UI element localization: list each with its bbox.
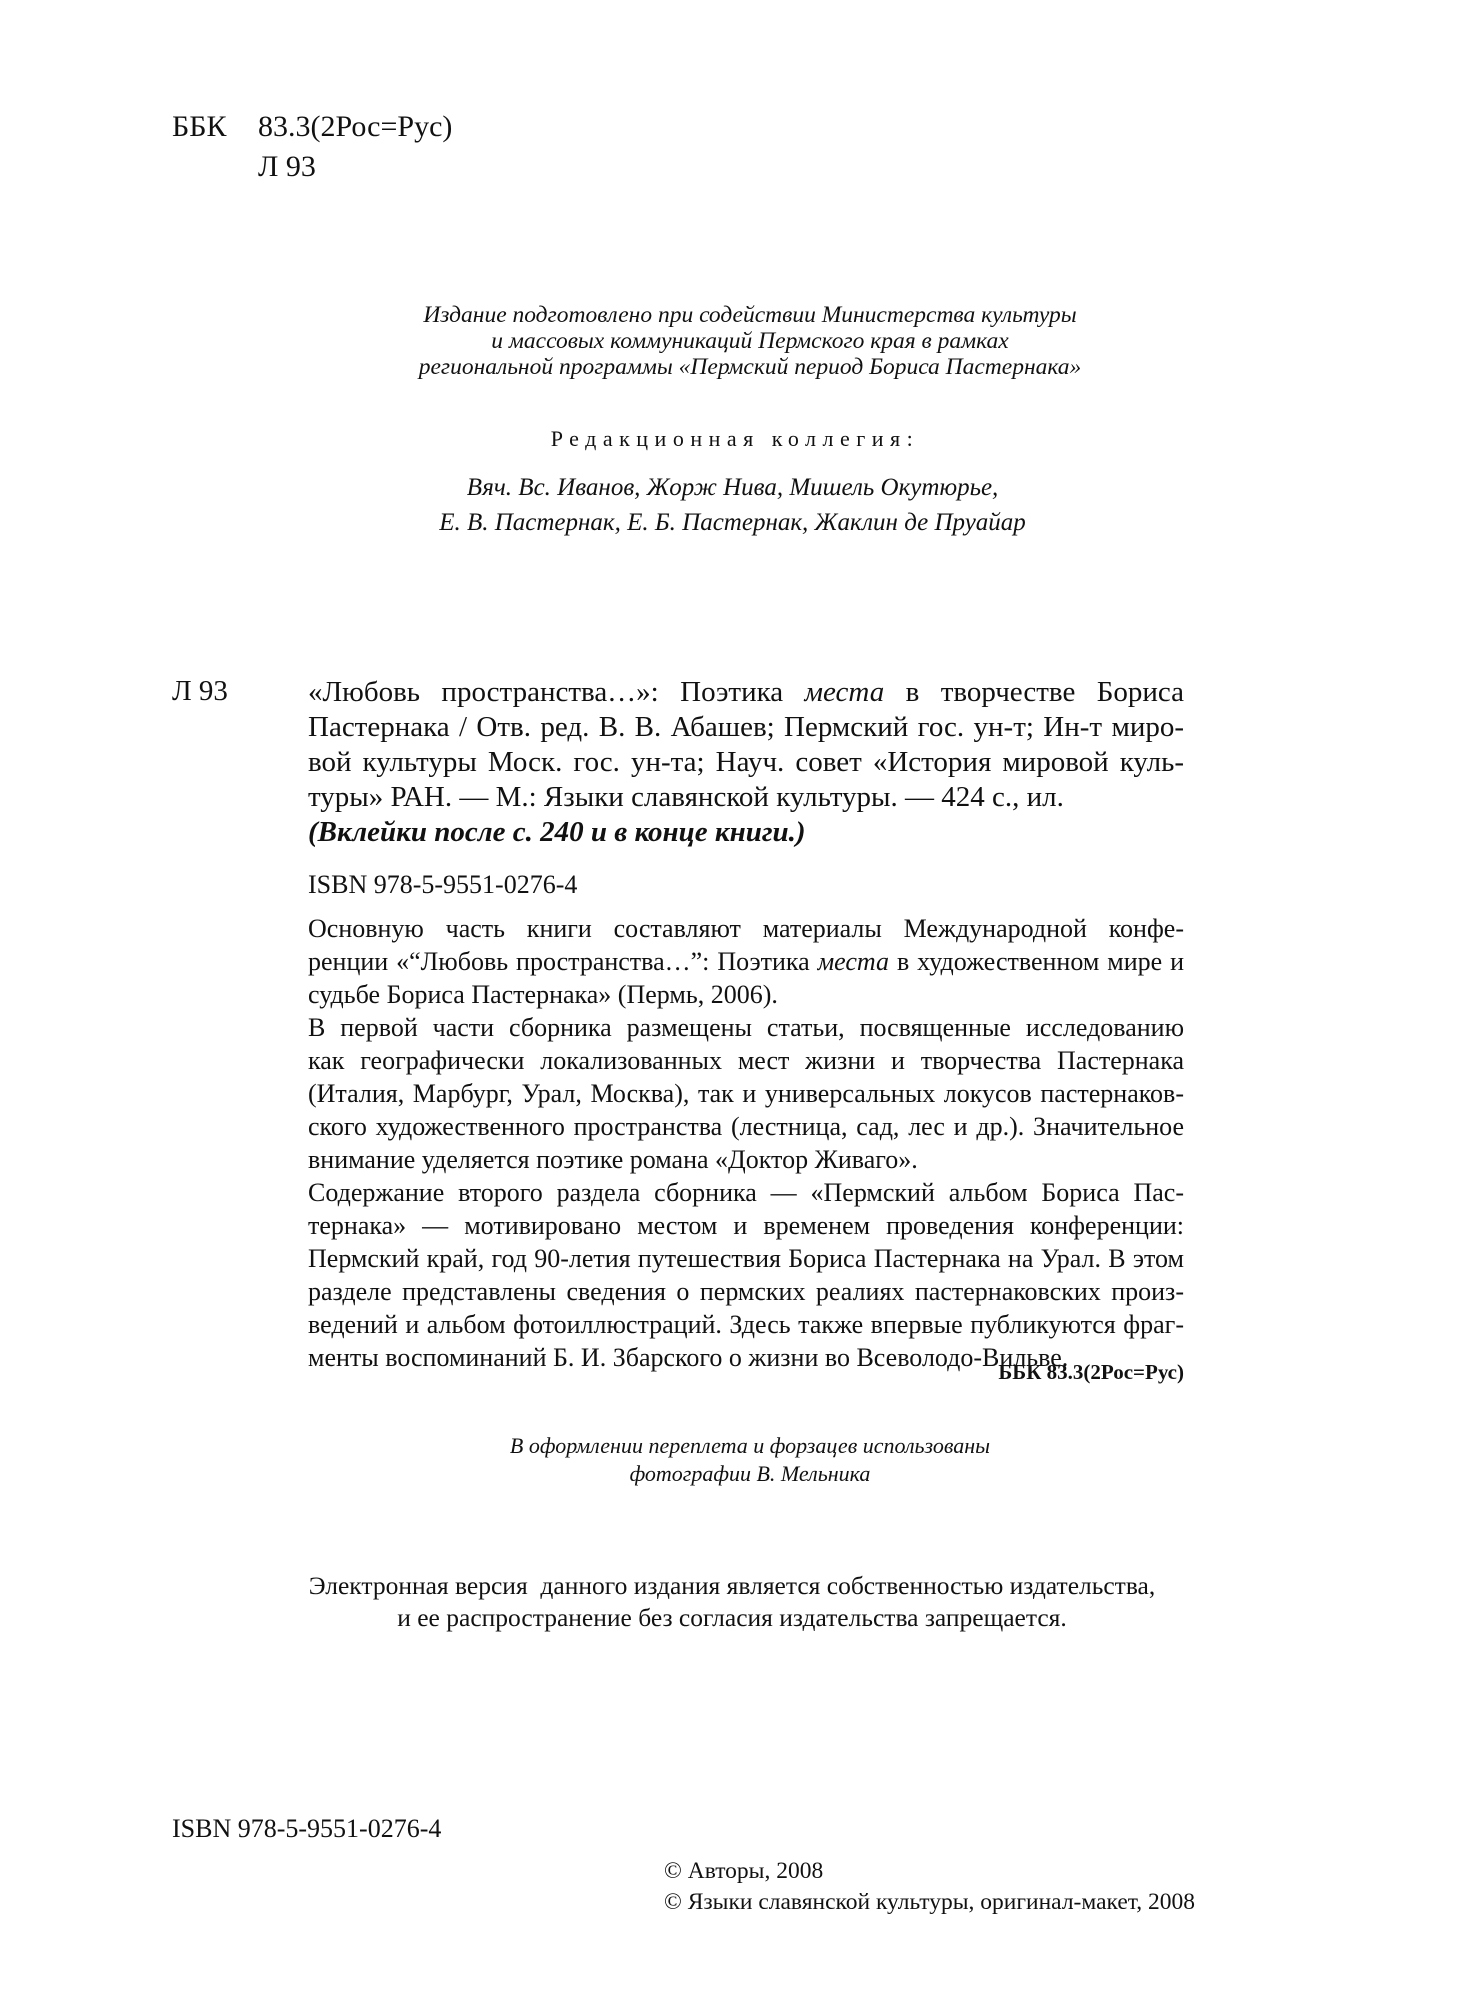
photo-credit bbox=[340, 1432, 1160, 1488]
annotation-line: В первой части сборника размещены статьи, посвященные исследованию bbox=[308, 1013, 1184, 1042]
electronic-notice bbox=[200, 1570, 1264, 1634]
author-sign: Л 93 bbox=[258, 150, 316, 183]
annotation-text: в художественном мире и bbox=[889, 947, 1184, 976]
support-note bbox=[340, 302, 1160, 380]
editorial-board-line: Вяч. Вс. Иванов, Жорж Нива, Мишель Окутюрье, bbox=[466, 474, 999, 501]
annotation-line: как географически локализованных мест жизни и творчества Пастернака bbox=[308, 1046, 1184, 1075]
photo-credit-line: фотографии В. Мельника bbox=[629, 1461, 871, 1486]
annotation bbox=[308, 912, 1184, 1374]
editorial-board-line: Е. В. Пастернак, Е. Б. Пастернак, Жаклин де Пруайар bbox=[439, 509, 1026, 536]
support-note-line: и массовых коммуникаций Пермского края в рамках bbox=[491, 328, 1009, 354]
support-note-line: Издание подготовлено при содействии Министерства культуры bbox=[423, 302, 1077, 328]
annotation-text: ренции «“Любовь пространства…”: Поэтика bbox=[308, 947, 818, 976]
copyright-line: © Языки славянской культуры, оригинал-макет, 2008 bbox=[664, 1889, 1196, 1915]
bibliographic-entry bbox=[308, 675, 1184, 815]
entry-note: (Вклейки после с. 240 и в конце книги.) bbox=[308, 816, 806, 848]
annotation-line: менты воспоминаний Б. И. Збарского о жизни во Всеволодо-Вильве. bbox=[308, 1343, 1069, 1372]
electronic-notice-line: и ее распространение без согласия издательства запрещается. bbox=[397, 1603, 1067, 1632]
photo-credit-line: В оформлении переплета и форзацев использованы bbox=[509, 1433, 991, 1458]
annotation-line: разделе представлены сведения о пермских реалиях пастернаковских произ- bbox=[308, 1277, 1184, 1306]
entry-line: Пастернака / Отв. ред. В. В. Абашев; Пермский гос. ун-т; Ин-т миро- bbox=[308, 711, 1184, 743]
entry-title-italic: места bbox=[804, 676, 885, 708]
annotation-line: тернака» — мотивировано местом и временем проведения конференции: bbox=[308, 1211, 1184, 1240]
entry-title-part: «Любовь пространства…»: Поэтика bbox=[308, 676, 805, 708]
bbk-code: 83.3(2Рос=Рус) bbox=[258, 110, 453, 143]
annotation-line: внимание уделяется поэтике романа «Доктор Живаго». bbox=[308, 1145, 918, 1174]
copyright bbox=[664, 1856, 1195, 1918]
copyright-line: © Авторы, 2008 bbox=[664, 1858, 824, 1884]
support-note-line: региональной программы «Пермский период Бориса Пастернака» bbox=[418, 354, 1082, 380]
entry-line: туры» РАН. — М.: Языки славянской культуры. — 424 с., ил. bbox=[308, 781, 1064, 813]
editorial-board-heading: Редакционная коллегия: bbox=[550, 426, 920, 451]
entry-line: вой культуры Моск. гос. ун-та; Науч. совет «История мировой куль- bbox=[308, 746, 1184, 778]
entry-author-sign: Л 93 bbox=[172, 675, 228, 707]
annotation-line: ского художественного пространства (лестница, сад, лес и др.). Значительное bbox=[308, 1112, 1184, 1141]
annotation-bbk: ББК 83.3(2Рос=Рус) bbox=[998, 1360, 1184, 1384]
isbn-footer: ISBN 978-5-9551-0276-4 bbox=[172, 1814, 442, 1843]
annotation-line bbox=[308, 945, 1184, 978]
bbk-label: ББК bbox=[172, 110, 227, 143]
entry-isbn: ISBN 978-5-9551-0276-4 bbox=[308, 870, 578, 899]
editorial-board-names bbox=[340, 470, 1125, 540]
annotation-italic: места bbox=[817, 947, 890, 976]
annotation-line: Содержание второго раздела сборника — «Пермский альбом Бориса Пас- bbox=[308, 1178, 1184, 1207]
annotation-line: (Италия, Марбург, Урал, Москва), так и универсальных локусов пастернаков- bbox=[308, 1079, 1184, 1108]
electronic-notice-line: Электронная версия данного издания является собственностью издательства, bbox=[308, 1571, 1156, 1600]
annotation-line: судьбе Бориса Пастернака» (Пермь, 2006). bbox=[308, 980, 778, 1009]
entry-line bbox=[308, 675, 1184, 710]
annotation-line: Основную часть книги составляют материалы Международной конфе- bbox=[308, 914, 1184, 943]
annotation-line: Пермский край, год 90-летия путешествия Бориса Пастернака на Урал. В этом bbox=[308, 1244, 1184, 1273]
annotation-line: ведений и альбом фотоиллюстраций. Здесь также впервые публикуются фраг- bbox=[308, 1310, 1184, 1339]
entry-title-part: в творчестве Бориса bbox=[884, 676, 1185, 708]
